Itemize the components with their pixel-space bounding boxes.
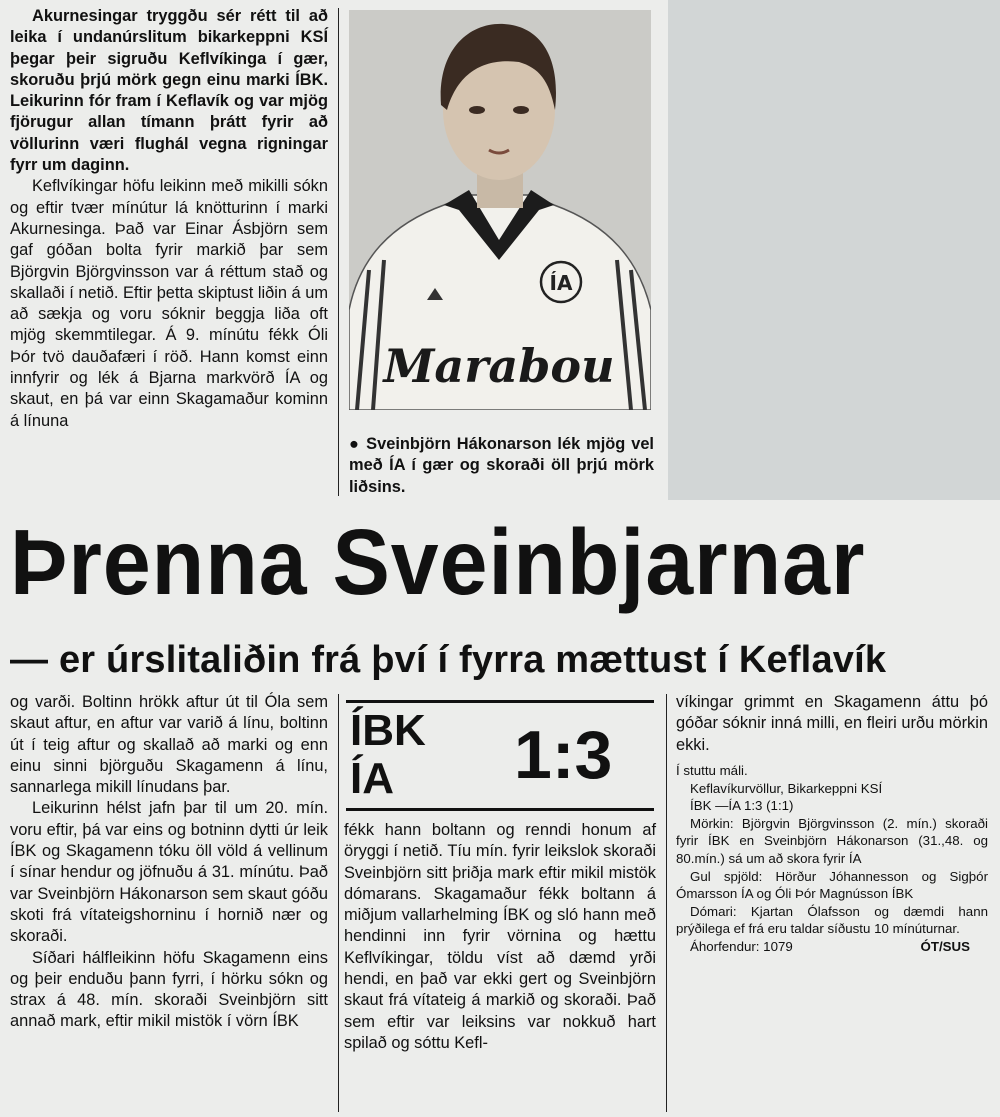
home-team: ÍBK [350, 706, 426, 755]
photo-caption: ● Sveinbjörn Hákonarson lék mjög vel með ÍA í gær og skoraði öll þrjú mörk liðsins. [349, 435, 654, 496]
crest-text: ÍA [549, 271, 573, 295]
player-photo [349, 10, 651, 410]
column-rule [666, 694, 667, 1112]
article-column-3 [676, 692, 988, 756]
facts-referee: Dómari: Kjartan Ólafsson og dæmdi hann prýðilega ef frá eru taldar síðustu 10 mínúturnar. [676, 903, 988, 937]
article-lead: Akurnesingar tryggðu sér rétt til að leika í undanúrslitum bikarkeppni KSÍ þegar þeir sigruðu Keflvíkinga í gær, skoruðu þrjú mörk gegn einu marki ÍBK. Leikurinn fór fram í Keflavík og var mjög fjörugur allan tímann þrátt fyrir að völlurinn væri flughál vegna rigningar fyrr um daginn. [10, 7, 328, 175]
facts-goals: Mörkin: Björgvin Björgvinsson (2. mín.) skoraði fyrir ÍBK en Sveinbjörn Hákonarson (31.,48. og 80.mín.) sá um að skora fyrir ÍA [676, 815, 988, 866]
article-column-1 [10, 692, 328, 1033]
article-paragraph: fékk hann boltann og renndi honum af öryggi í netið. Tíu mín. fyrir leikslok skoraði Sveinbjörn sitt þriðja mark eftir mikil mistök dómarans. Skagamaður fékk boltann á miðjum vallarhelming ÍBK og sló hann með hendinni inn fyrir vörnina og hættu Keflvíkingar, töldu víst að dæmd yrði hendi, en það var ekki gert og Sveinbjörn skaut frá vítateig á markið og skoraði. Það sem eftir var leiksins var nokkuð hart spilað og sóttu Kefl- [344, 821, 656, 1052]
final-score: 1:3 [514, 717, 613, 793]
article-paragraph: og varði. Boltinn hrökk aftur út til Óla sem skaut aftur, en aftur var varið á línu, boltinn út í teig aftur og skallað að marki og enn einu sinni björguðu Skagamenn á línu, sannarlega mikill línudans þar. [10, 693, 328, 797]
score-rule-top [346, 700, 654, 703]
headline: Þrenna Sveinbjarnar [10, 511, 866, 615]
article-intro-column [10, 6, 328, 432]
column-rule [338, 8, 339, 496]
match-facts-box [676, 762, 988, 956]
column-rule [338, 694, 339, 1112]
score-rule-bottom [346, 808, 654, 811]
author-credit: ÓT/SUS [920, 938, 970, 954]
article-paragraph: víkingar grimmt en Skagamenn áttu þó góðar sóknir inná milli, en fleiri urðu mörkin ekki. [676, 693, 988, 754]
facts-attendance-line [676, 938, 988, 956]
facts-heading: Í stuttu máli. [676, 763, 748, 778]
subheadline: — er úrslitaliðin frá því í fyrra mættust í Keflavík [10, 639, 887, 681]
article-paragraph: Keflvíkingar höfu leikinn með mikilli sókn og eftir tvær mínútur lá knötturinn í marki Akurnesinga. Það var Einar Ásbjörn sem gaf góðan bolta fyrir markið þar sem Björgvin Björgvinsson var á réttum stað og skallaði í netið. Eftir þetta skiptust liðin á um að sækja og voru sóknir beggja liða oft mjög skemmtilegar. Á 9. mínútu fékk Óli Þór tvö dauðafæri í röð. Hann komst einn innfyrir og lék á Bjarna markvörð ÍA og skaut, en þá var einn Skagamaður kominn á línuna [10, 177, 328, 430]
score-box [346, 700, 654, 812]
article-column-2 [344, 820, 656, 1054]
facts-attendance: Áhorfendur: 1079 [690, 938, 793, 954]
jersey-sponsor-text: Marabou [383, 339, 615, 393]
article-paragraph: Leikurinn hélst jafn þar til um 20. mín. voru eftir, þá var eins og botninn dytti úr leik ÍBK og Skagamenn tóku öll völd á vellinum í sínar hendur og jöfnuðu á 31. mínútu. Það var Sveinbjörn Hákonarson sem skaut góðu skoti frá vítateigshorninu í hornið nær og skoraði. [10, 799, 328, 946]
facts-cards: Gul spjöld: Hörður Jóhannesson og Sigþór Ómarsson ÍA og Óli Þór Magnússon ÍBK [676, 868, 988, 902]
away-team: ÍA [350, 754, 394, 803]
player-portrait-image [349, 10, 651, 410]
facts-venue: Keflavíkurvöllur, Bikarkeppni KSÍ [690, 780, 883, 796]
facts-result: ÍBK —ÍA 1:3 (1:1) [690, 798, 794, 814]
article-paragraph: Síðari hálfleikinn höfu Skagamenn eins og þeir enduðu þann fyrri, í hörku sókn og strax á 48. mín. skoraði Sveinbjörn sitt annað mark, eftir mikil mistök í vörn ÍBK [10, 948, 328, 1031]
